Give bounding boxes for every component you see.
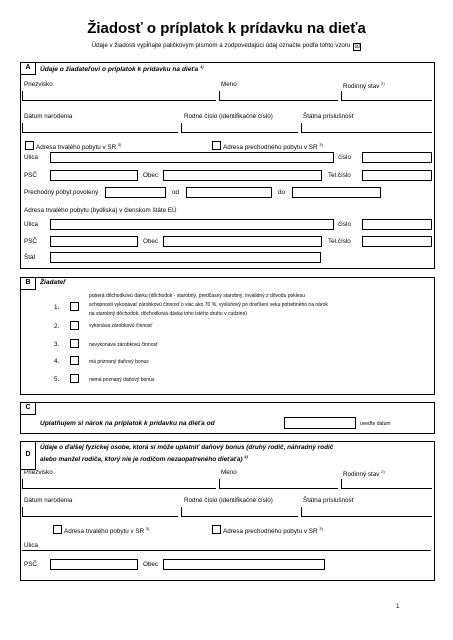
d-name-label: Meno bbox=[221, 469, 237, 476]
d-psc-label: PSČ bbox=[24, 561, 37, 568]
item-number: 1. bbox=[54, 304, 60, 311]
d-perm-address-label bbox=[64, 526, 149, 535]
section-c-text: Uplatňujem si nárok na príplatok k prídavku na dieťa od bbox=[40, 420, 215, 427]
street-label: Ulica bbox=[24, 154, 38, 161]
name-label: Meno bbox=[221, 81, 237, 88]
item-5-checkbox[interactable] bbox=[70, 374, 79, 383]
from-label: od bbox=[172, 189, 180, 196]
d-birth-number-field[interactable] bbox=[181, 507, 298, 517]
street-eu-field[interactable] bbox=[50, 219, 334, 230]
number-label: číslo bbox=[338, 154, 351, 161]
item-4-checkbox[interactable] bbox=[70, 356, 79, 365]
item-5-text: nemá priznaný daňový bonus bbox=[89, 377, 155, 383]
d-psc-field[interactable] bbox=[50, 559, 138, 570]
footnote-ref: 3) bbox=[145, 526, 150, 531]
name-field[interactable] bbox=[219, 91, 338, 101]
surname-field[interactable] bbox=[22, 91, 216, 101]
section-a-letter: A bbox=[25, 64, 31, 71]
section-b-letter: B bbox=[25, 279, 31, 286]
perm-address-text: Adresa trvalého pobytu v SR bbox=[36, 144, 117, 152]
d-perm-address-text: Adresa trvalého pobytu v SR bbox=[64, 528, 145, 536]
d-street-field[interactable] bbox=[22, 550, 431, 551]
to-label: do bbox=[278, 189, 286, 196]
marital-label-text: Rodinný stav bbox=[343, 83, 380, 91]
divider bbox=[20, 289, 36, 290]
divider bbox=[35, 62, 36, 74]
item-number: 3. bbox=[54, 341, 60, 348]
dob-label: Dátum narodenia bbox=[24, 113, 73, 120]
surname-label: Priezvisko bbox=[24, 81, 53, 88]
perm-address-label bbox=[36, 142, 121, 151]
dob-field[interactable] bbox=[22, 123, 178, 133]
d-citizenship-field[interactable] bbox=[301, 507, 432, 517]
d-temp-address-checkbox[interactable] bbox=[212, 525, 221, 534]
obec-field[interactable] bbox=[163, 170, 322, 181]
item-number: 4. bbox=[54, 358, 60, 365]
item-1-checkbox[interactable] bbox=[70, 302, 79, 311]
claim-date-field[interactable] bbox=[284, 417, 356, 429]
section-a-heading-text: Údaje o žiadateľovi o príplatok k prídavku na dieťa bbox=[40, 66, 199, 74]
birth-number-label: Rodné číslo (identifikačné číslo) bbox=[184, 113, 273, 120]
psc-label: PSČ bbox=[24, 172, 37, 179]
psc-eu-field[interactable] bbox=[50, 236, 138, 247]
d-name-field[interactable] bbox=[219, 479, 338, 489]
number-eu-field[interactable] bbox=[362, 219, 432, 230]
divider bbox=[35, 402, 36, 414]
instructions bbox=[0, 42, 453, 51]
tel-label: Tel.číslo bbox=[328, 172, 351, 179]
d-perm-address-checkbox[interactable] bbox=[53, 525, 62, 534]
d-marital-field[interactable] bbox=[341, 479, 432, 489]
footnote-ref: 3) bbox=[117, 142, 122, 147]
psc-field[interactable] bbox=[50, 170, 138, 181]
d-birth-number-label: Rodné číslo (identifikačné číslo) bbox=[184, 497, 273, 504]
footnote-ref: 2) bbox=[381, 81, 385, 86]
tel-eu-field[interactable] bbox=[362, 236, 432, 247]
instructions-text: Údaje v žiadosti vypĺňajte paličkovým písmom a zodpovedajúci údaj označte podľa tohto vzoru bbox=[91, 42, 351, 49]
birth-number-field[interactable] bbox=[181, 123, 298, 133]
from-field[interactable] bbox=[186, 187, 272, 198]
date-hint: uveďte dátum bbox=[360, 421, 391, 427]
to-field[interactable] bbox=[292, 187, 381, 198]
section-d-heading-line1: Údaje o ďalšej fyzickej osobe, ktorá si môže uplatniť daňový bonus (druhý rodič, náhradný rodič bbox=[40, 444, 334, 451]
section-d-letter: D bbox=[25, 451, 31, 458]
citizenship-field[interactable] bbox=[301, 123, 432, 133]
number-field[interactable] bbox=[362, 152, 432, 163]
citizenship-label: Štátna príslušnosť bbox=[303, 113, 355, 120]
psc-eu-label: PSČ bbox=[24, 238, 37, 245]
temp-allowed-field[interactable] bbox=[105, 187, 166, 198]
item-2-text: vykonáva zárobkovú činnosť bbox=[89, 323, 153, 329]
d-obec-label: Obec bbox=[143, 561, 159, 568]
temp-allowed-label: Prechodný pobyt povolený bbox=[24, 189, 99, 196]
d-dob-field[interactable] bbox=[22, 507, 178, 517]
section-d-heading-line2 bbox=[40, 454, 248, 463]
tel-field[interactable] bbox=[362, 170, 432, 181]
section-b-heading: Žiadateľ bbox=[40, 279, 66, 286]
d-dob-label: Dátum narodenia bbox=[24, 497, 73, 504]
eu-address-label: Adresa trvalého pobytu (bydliska) v členskom štáte EÚ bbox=[24, 207, 177, 214]
obec-label: Obec bbox=[143, 172, 159, 179]
state-label: Štát bbox=[24, 254, 36, 261]
divider bbox=[20, 74, 36, 75]
divider bbox=[20, 414, 36, 415]
section-c-letter: C bbox=[25, 404, 31, 411]
divider bbox=[35, 441, 36, 469]
tel-eu-label: Tel.číslo bbox=[328, 238, 351, 245]
item-1-text-line3: na starobný dôchodok, dôchodková dávka toho istého druhu v cudzine) bbox=[89, 311, 247, 317]
divider bbox=[35, 277, 36, 289]
item-4-text: má priznaný daňový bonus bbox=[89, 359, 149, 365]
footnote-ref: 2) bbox=[381, 469, 385, 474]
page-number: 1 bbox=[396, 603, 400, 610]
d-surname-label: Priezvisko bbox=[24, 469, 53, 476]
perm-address-checkbox[interactable] bbox=[25, 141, 34, 150]
section-c bbox=[20, 402, 435, 434]
marital-label bbox=[343, 81, 385, 90]
footnote-ref: 1) bbox=[200, 64, 204, 69]
item-number: 5. bbox=[54, 376, 60, 383]
d-temp-address-text: Adresa prechodného pobytu v SR bbox=[223, 528, 318, 536]
street-eu-label: Ulica bbox=[24, 221, 38, 228]
d-citizenship-label: Štátna príslušnosť bbox=[303, 497, 355, 504]
number-eu-label: číslo bbox=[338, 221, 351, 228]
section-a-heading bbox=[40, 64, 204, 73]
item-number: 2. bbox=[54, 323, 60, 330]
temp-address-checkbox[interactable] bbox=[212, 141, 221, 150]
marital-field[interactable] bbox=[341, 91, 432, 101]
d-street-label: Ulica bbox=[24, 542, 38, 549]
temp-address-text: Adresa prechodného pobytu v SR bbox=[223, 144, 318, 152]
item-1-text-line1: poberá dôchodkovú dávku (dôchodok - starobný, predčasný starobný, invalidný z dôvodu poklesu bbox=[89, 293, 305, 299]
d-marital-label-text: Rodinný stav bbox=[343, 471, 380, 479]
street-field[interactable] bbox=[50, 152, 334, 163]
obec-eu-label: Obec bbox=[143, 238, 159, 245]
state-field[interactable] bbox=[50, 252, 321, 263]
footnote-ref: 3) bbox=[319, 526, 323, 531]
temp-address-label bbox=[223, 142, 323, 151]
item-2-checkbox[interactable] bbox=[70, 321, 79, 330]
d-marital-label bbox=[343, 469, 385, 478]
page-title: Žiadosť o príplatok k prídavku na dieťa bbox=[87, 20, 366, 37]
d-surname-field[interactable] bbox=[22, 479, 216, 489]
pattern-checkbox-icon: ☒ bbox=[354, 44, 361, 50]
item-3-checkbox[interactable] bbox=[70, 339, 79, 348]
footnote-ref: 4) bbox=[244, 454, 248, 459]
footnote-ref: 3) bbox=[319, 142, 323, 147]
section-d-heading-line2-text: alebo manžel rodiča, ktorý nie je rodičom nezaopatreného dieťaťa) bbox=[40, 456, 243, 464]
obec-eu-field[interactable] bbox=[163, 236, 322, 247]
item-3-text: nevykonáva zárobkovú činnosť bbox=[89, 342, 158, 348]
d-obec-field[interactable] bbox=[163, 559, 325, 570]
item-1-text-line2: schopnosti vykonávať zárobkovú činnosť o viac ako 70 %, výsluhový po dovŕšení veku potrebného na nárok bbox=[89, 302, 328, 308]
d-temp-address-label bbox=[223, 526, 323, 535]
